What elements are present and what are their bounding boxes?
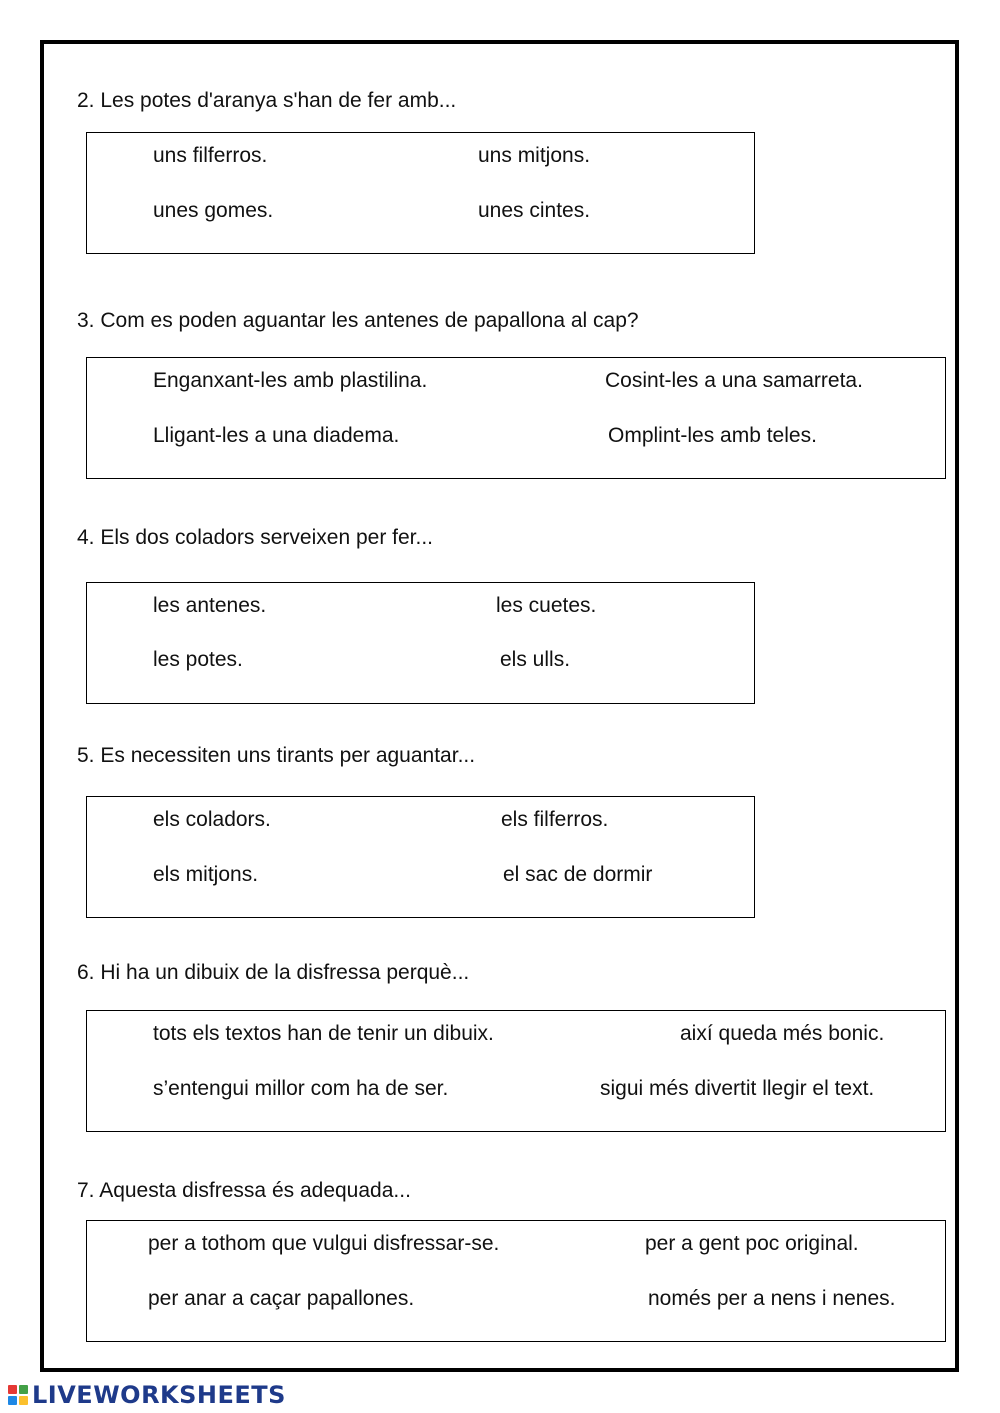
question-6-option-a[interactable]: tots els textos han de tenir un dibuix. (153, 1022, 494, 1045)
question-6-option-b[interactable]: així queda més bonic. (680, 1022, 885, 1045)
question-3-option-c[interactable]: Lligant-les a una diadema. (153, 424, 400, 447)
question-4-option-a[interactable]: les antenes. (153, 594, 267, 617)
liveworksheets-logo[interactable] (8, 1380, 286, 1410)
logo-grid-icon (8, 1385, 28, 1405)
question-3-option-a[interactable]: Enganxant-les amb plastilina. (153, 369, 428, 392)
question-7-option-d[interactable]: només per a nens i nenes. (648, 1287, 896, 1310)
question-5-prompt: 5. Es necessiten uns tirants per aguantar... (77, 744, 476, 767)
question-4-options-box (86, 582, 755, 704)
question-2-option-a[interactable]: uns filferros. (153, 144, 268, 167)
question-5-option-c[interactable]: els mitjons. (153, 863, 259, 886)
question-3-option-d[interactable]: Omplint-les amb teles. (608, 424, 817, 447)
question-2-option-d[interactable]: unes cintes. (478, 199, 591, 222)
question-6-option-d[interactable]: sigui més divertit llegir el text. (600, 1077, 875, 1100)
question-5-options-box (86, 796, 755, 918)
question-4-option-d[interactable]: els ulls. (500, 648, 571, 671)
question-2-option-c[interactable]: unes gomes. (153, 199, 274, 222)
question-5-option-d[interactable]: el sac de dormir (503, 863, 653, 886)
question-5-option-b[interactable]: els filferros. (501, 808, 609, 831)
question-2-prompt: 2. Les potes d'aranya s'han de fer amb... (77, 89, 457, 112)
question-4-prompt: 4. Els dos coladors serveixen per fer... (77, 526, 434, 549)
question-7-options-box (86, 1220, 946, 1342)
question-5-option-a[interactable]: els coladors. (153, 808, 271, 831)
question-6-options-box (86, 1010, 946, 1132)
question-3-prompt: 3. Com es poden aguantar les antenes de papallona al cap? (77, 309, 639, 332)
logo-brand-text: LIVEWORKSHEETS (32, 1381, 286, 1409)
question-2-option-b[interactable]: uns mitjons. (478, 144, 591, 167)
question-6-option-c[interactable]: s’entengui millor com ha de ser. (153, 1077, 449, 1100)
question-7-prompt: 7. Aquesta disfressa és adequada... (77, 1179, 411, 1202)
question-6-prompt: 6. Hi ha un dibuix de la disfressa perquè... (77, 961, 470, 984)
question-7-option-a[interactable]: per a tothom que vulgui disfressar-se. (148, 1232, 500, 1255)
question-4-option-b[interactable]: les cuetes. (496, 594, 597, 617)
question-3-option-b[interactable]: Cosint-les a una samarreta. (605, 369, 863, 392)
question-7-option-b[interactable]: per a gent poc original. (645, 1232, 859, 1255)
question-4-option-c[interactable]: les potes. (153, 648, 243, 671)
question-7-option-c[interactable]: per anar a caçar papallones. (148, 1287, 415, 1310)
question-2-options-box (86, 132, 755, 254)
question-3-options-box (86, 357, 946, 479)
